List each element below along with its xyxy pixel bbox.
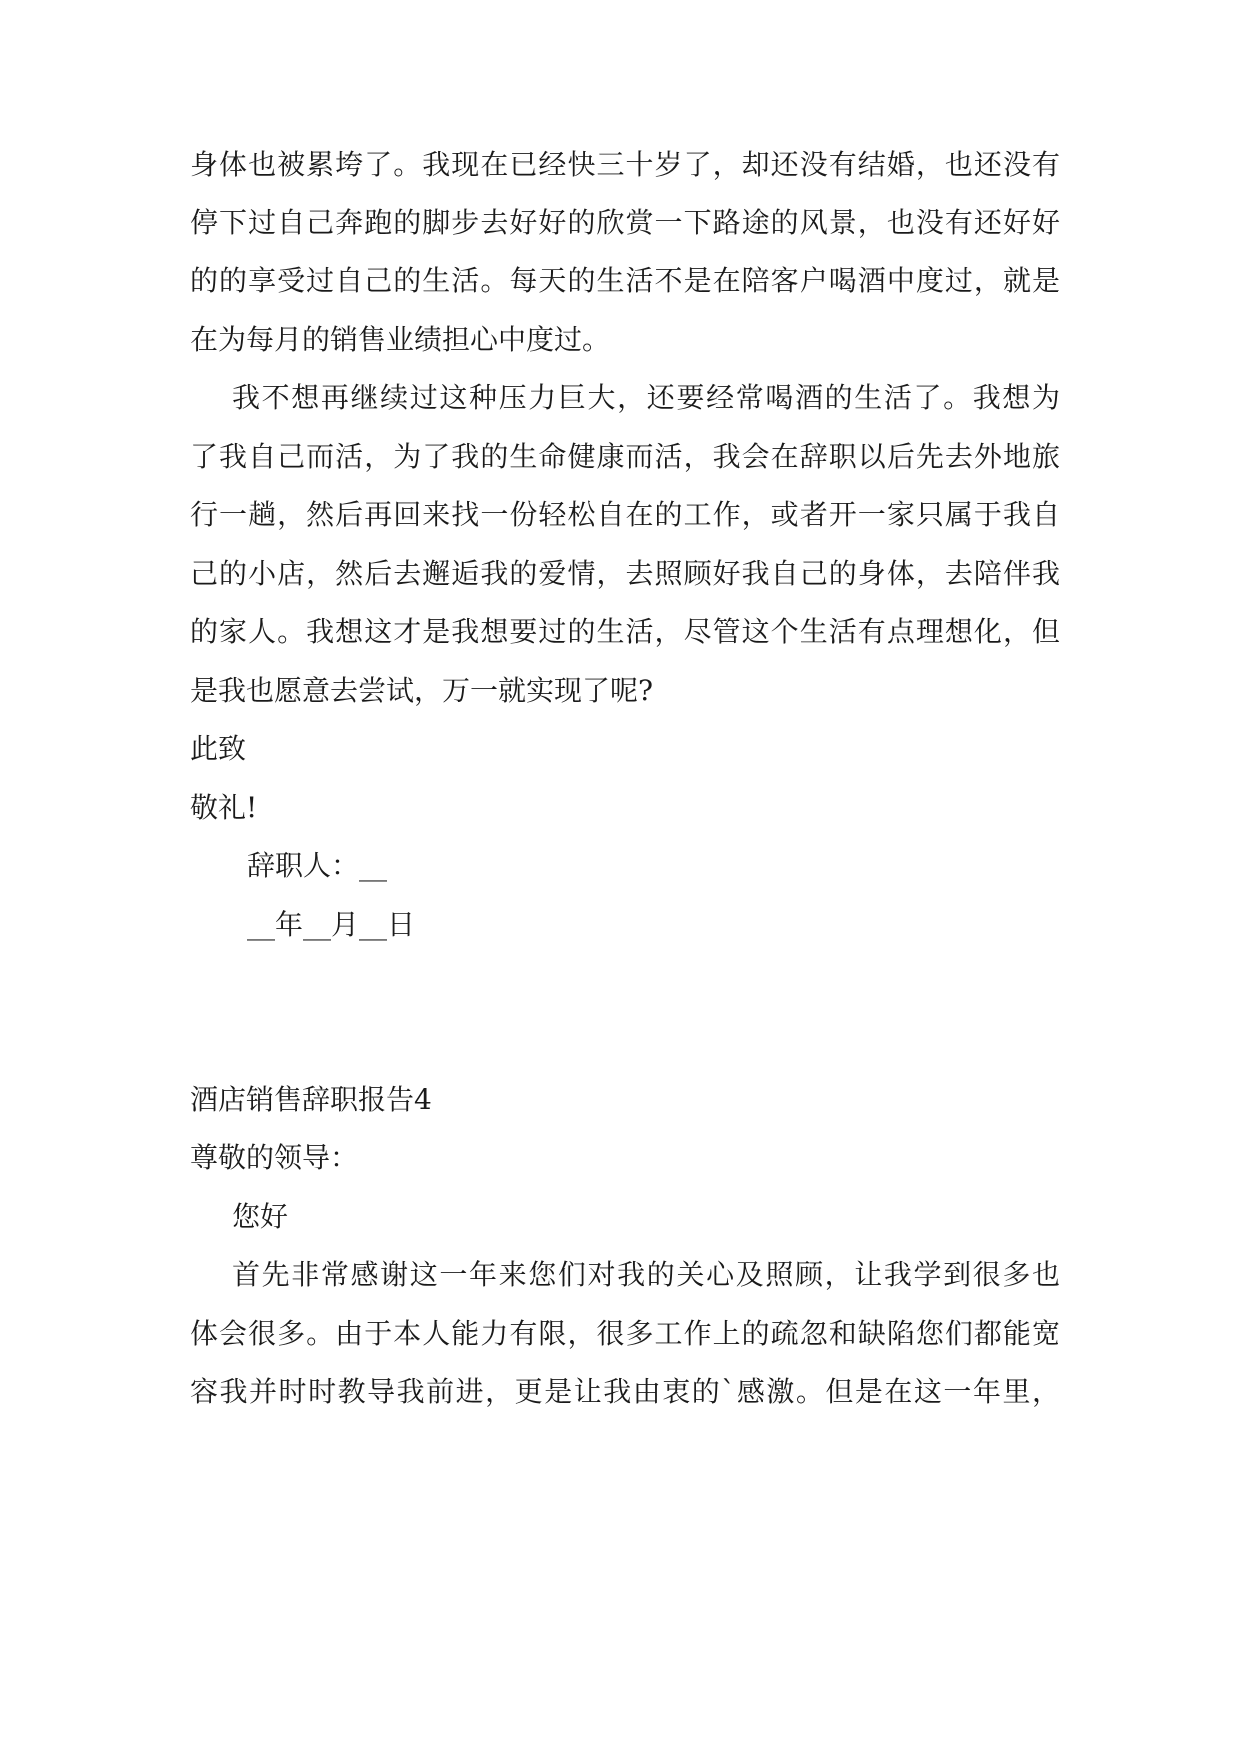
section4-body-line-2: 体会很多。由于本人能力有限，很多工作上的疏忽和缺陷您们都能宽 [190,1317,1060,1350]
paragraph2-line-4: 己的小店，然后去邂逅我的爱情，去照顾好我自己的身体，去陪伴我 [190,557,1060,590]
closing-line-2: 敬礼! [190,791,258,824]
signature-name: 辞职人：__ [247,849,388,882]
paragraph2-line-5: 的家人。我想这才是我想要过的生活，尽管这个生活有点理想化，但 [190,615,1060,648]
paragraph2-line-3: 行一趟，然后再回来找一份轻松自在的工作，或者开一家只属于我自 [190,498,1060,531]
paragraph1-line-1: 身体也被累垮了。我现在已经快三十岁了，却还没有结婚，也还没有 [190,148,1060,181]
paragraph1-line-3: 的的享受过自己的生活。每天的生活不是在陪客户喝酒中度过，就是 [190,264,1060,297]
section-title: 酒店销售辞职报告4 [190,1083,432,1116]
paragraph2-line-2: 了我自己而活，为了我的生命健康而活，我会在辞职以后先去外地旅 [190,440,1060,473]
signature-date: __年__月__日 [247,908,416,941]
paragraph2-line-1: 我不想再继续过这种压力巨大，还要经常喝酒的生活了。我想为 [232,381,1060,414]
paragraph1-line-4: 在为每月的销售业绩担心中度过。 [190,323,611,356]
greeting: 您好 [232,1200,289,1233]
paragraph1-line-2: 停下过自己奔跑的脚步去好好的欣赏一下路途的风景，也没有还好好 [190,206,1060,239]
salutation: 尊敬的领导： [190,1141,359,1174]
section4-body-line-1: 首先非常感谢这一年来您们对我的关心及照顾，让我学到很多也 [232,1258,1060,1291]
section4-body-line-3: 容我并时时教导我前进，更是让我由衷的`感激。但是在这一年里， [190,1375,1060,1408]
paragraph2-line-6: 是我也愿意去尝试，万一就实现了呢? [190,674,654,707]
closing-line-1: 此致 [190,732,247,765]
